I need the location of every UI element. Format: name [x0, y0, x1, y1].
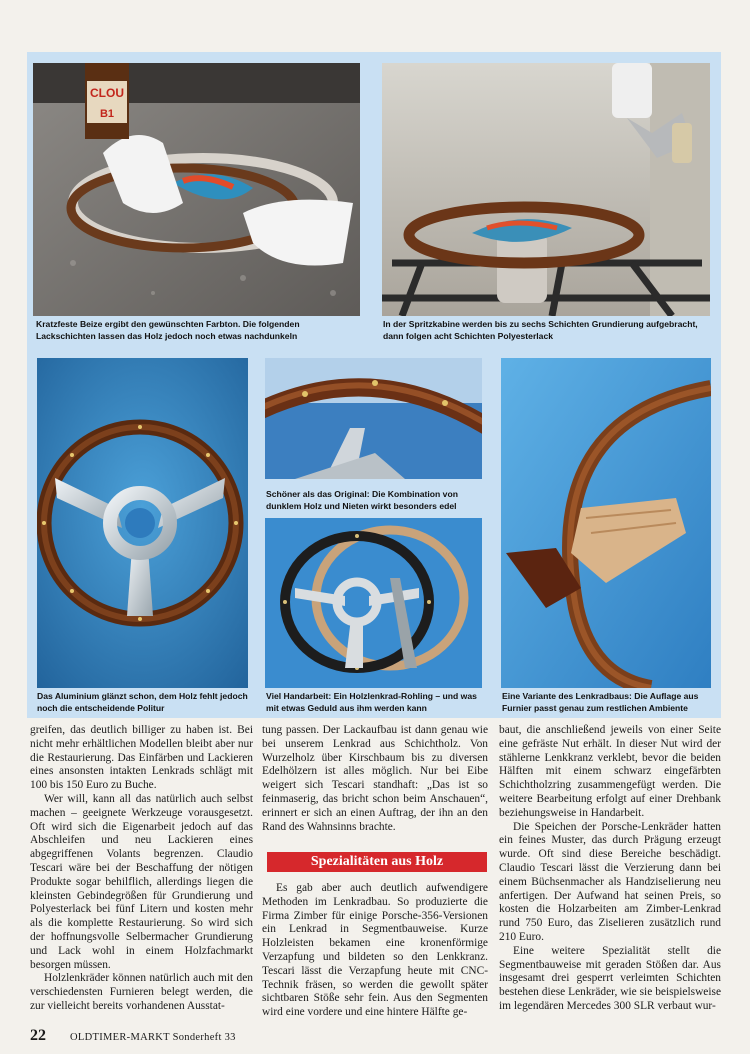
paragraph: Wer will, kann all das natürlich auch selbst machen – geeignete Werkzeuge vorausgesetzt. Oft wird sich die Eigenarbeit jedoch auf das Abschleifen und neu Lackieren eines abgegriffenen Volants begrenzen. Claudio Tescari wäre bei der Beschaffung der nötigen Produkte sogar behilflich, allerdings liegen die kleinsten Gebindegrößen für Grundierung und Polyesterlack bei fünf Litern und kosten mehr als die komplette Restaurierung. So wird sich der hoffnungsvolle Selbermacher Grundierung und Lack wohl in einem Holzfachmarkt besorgen müssen.	[30, 792, 253, 971]
photo-staining	[33, 63, 360, 316]
photo-blank-and-finished	[265, 518, 482, 688]
photo-rivets-closeup	[265, 358, 482, 479]
paragraph: baut, die anschließend jeweils von einer Seite eine gefräste Nut erhält. In dieser Nut wird der stählerne Lenkkranz verklebt, bevor die beiden Hälften mit einem schwarz eingefärbten Schichtholzring zusammengefügt werden. Die weitere Bearbeitung erfolgt auf einer Drehbank beziehungsweise in Handarbeit.	[499, 724, 721, 819]
caption-veneer: Eine Variante des Lenkradbaus: Die Auflage aus Furnier passt genau zum restlichen Ambiente	[502, 691, 699, 713]
article-column-1	[30, 724, 253, 1014]
photo-veneer-variant	[501, 358, 711, 688]
caption-staining: Kratzfeste Beize ergibt den gewünschten Farbton. Die folgenden Lackschichten lassen das Holz jedoch noch etwas nachdunkeln	[36, 319, 300, 341]
paragraph: Es gab aber auch deutlich aufwendigere Methoden im Lenkradbau. So produzierte die Firma Zimber für einige Porsche-356-Versionen ein Lenkrad in Segmentbauweise. Kurze Holzleisten bekamen eine kronenförmige Verzapfung und bildeten so den Lenkkranz. Tescari lässt die Verzapfung heute mit CNC-Technik fräsen, so werden die gewollt später sichtbaren Stöße sehr fein. Aus den Segmenten wird eine vordere und eine hintere Hälfte ge-	[262, 882, 488, 1019]
paragraph: tung passen. Der Lackaufbau ist dann genau wie bei unserem Lenkrad aus Schichtholz. Von Wurzelholz über Kirschbaum bis zu diversen Edelhölzern ist alles möglich. Nur bei Eibe weigert sich Tescari standhaft: „Das ist so feinmaserig, das bricht schon beim Anschauen“, erinnert er sich an einen Auftrag, der ihn an den Rand des Wahnsinns brachte.	[262, 724, 488, 833]
article-column-2-top	[262, 724, 488, 834]
photo-aluminium-wheel	[37, 358, 248, 688]
paragraph: Die Speichen der Porsche-Lenkräder hatten ein feines Muster, das durch Prägung erzeugt wurde. Oft sind diese Bereiche beschädigt. Claudio Tescari lässt die Verzierung dann bei einem Büchsenmacher als Handziselierung neu anfertigen. Der Aufwand hat seinen Preis, so kosten die Holzarbeiten am Zimber-Lenkrad rund 750 Euro, das Ziselieren zusätzlich rund 210 Euro.	[499, 820, 721, 943]
caption-rivets: Schöner als das Original: Die Kombination von dunklem Holz und Nieten wirkt besonders edel	[266, 489, 458, 511]
article-column-2-bottom	[262, 882, 488, 1020]
bottle-label: CLOU	[90, 86, 124, 100]
paragraph: Eine weitere Spezialität stellt die Segmentbauweise mit geraden Stößen dar. Aus insgesamt drei gesperrt verleimten Schichten bestehen diese Lenkräder, wie sie beispielsweise im legendären Mercedes 300 SLR verbaut wur-	[499, 944, 721, 1012]
caption-spray-booth: In der Spritzkabine werden bis zu sechs Schichten Grundierung aufgebracht, dann folgen acht Schichten Polyesterlack	[383, 319, 698, 341]
paragraph: greifen, das deutlich billiger zu haben ist. Bei nicht mehr erhältlichen Modellen bleibt aber nur die Restaurierung. Das Einfärben und Lackieren eines ansonsten intakten Lenkrads schlägt mit 100 bis 150 Euro zu Buche.	[30, 724, 253, 792]
section-heading: Spezialitäten aus Holz	[267, 852, 487, 872]
bottle-code: B1	[99, 108, 115, 120]
magazine-name: OLDTIMER-MARKT Sonderheft 33	[70, 1032, 236, 1043]
paragraph: Holzlenkräder können natürlich auch mit den verschiedensten Furnieren belegt werden, die zur vielleicht bereits vorhandenen Ausstat-	[30, 972, 253, 1012]
caption-handwork: Viel Handarbeit: Ein Holzlenkrad-Rohling – und was mit etwas Geduld aus ihm werden kann	[266, 691, 477, 713]
article-column-3	[499, 724, 721, 1014]
caption-aluminium: Das Aluminium glänzt schon, dem Holz fehlt jedoch noch die entscheidende Politur	[37, 691, 248, 713]
page-number: 22	[30, 1027, 46, 1044]
photo-spray-booth	[382, 63, 710, 316]
